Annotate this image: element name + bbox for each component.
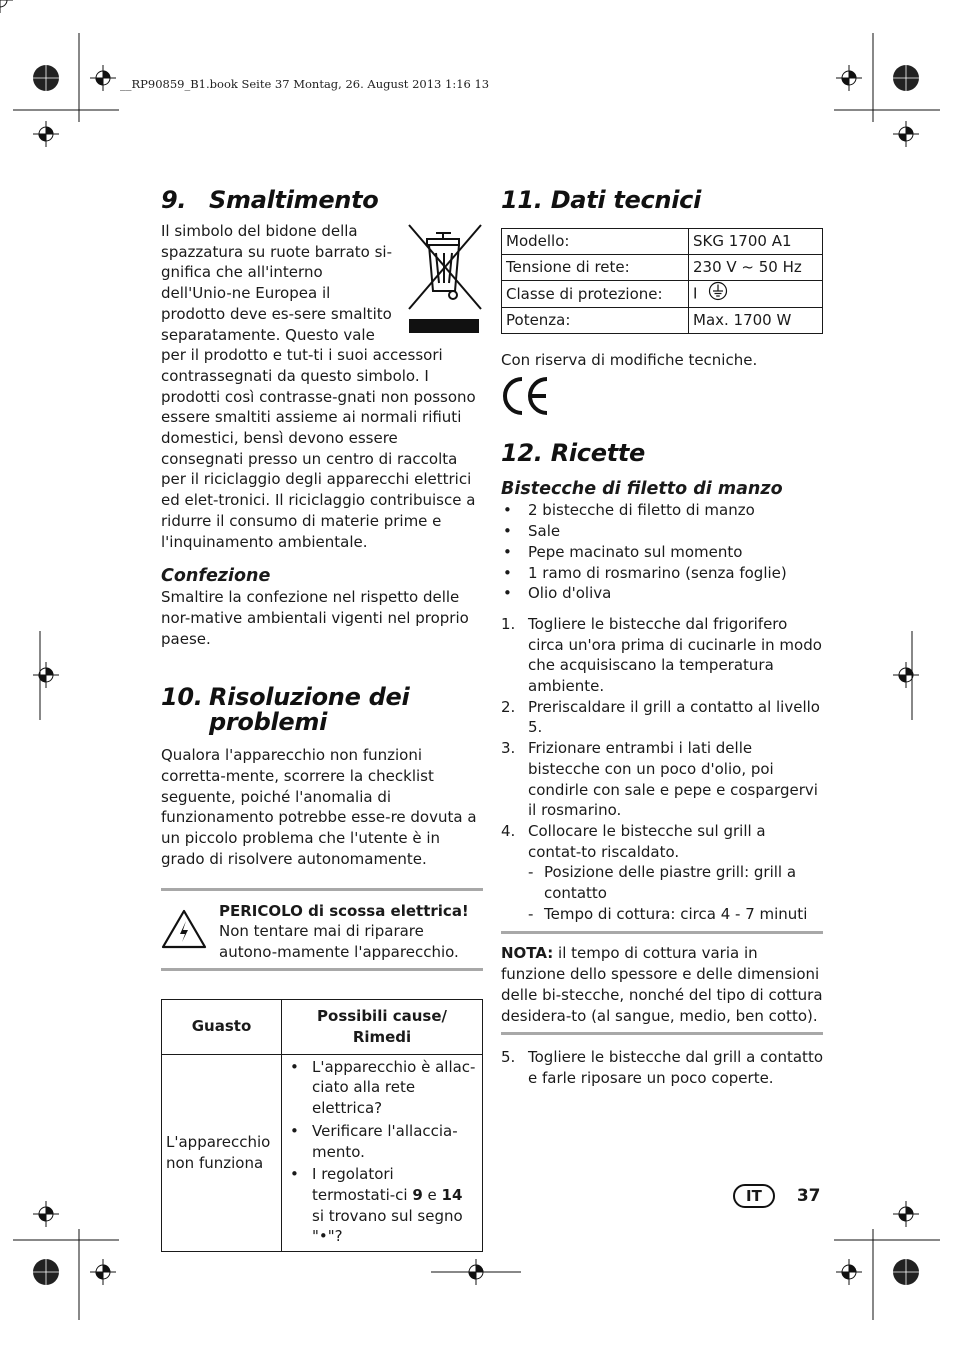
note-box	[501, 931, 823, 1035]
page-footer	[733, 1184, 821, 1208]
section-title-line2: problemi	[209, 708, 328, 737]
header-causes: Possibili cause/ Rimedi	[282, 999, 483, 1054]
warning-title: PERICOLO di scossa elettrica!	[219, 901, 469, 920]
section-heading-recipes	[501, 441, 823, 466]
header-fault: Guasto	[162, 999, 282, 1054]
list-item: • Pepe macinato sul momento	[501, 542, 823, 563]
troubleshooting-intro: Qualora l'apparecchio non funzioni corretta-mente, scorrere la checklist seguente, poiché l'anomalia di funzionamento potrebbe esse-re dovuta a un piccolo problema che l'utente è in grado di risolvere autonomamente.	[161, 746, 477, 868]
list-item	[501, 1047, 823, 1088]
table-row	[502, 307, 823, 333]
table-row	[162, 1054, 483, 1251]
tech-value: Max. 1700 W	[689, 307, 823, 333]
table-row	[502, 281, 823, 308]
list-item: • Sale	[501, 521, 823, 542]
note-text: il tempo di cottura varia in funzione dello spessore e delle dimensioni delle bi-stecche, nonché del tipo di cottura desidera-to (al sangue, medio, ben cotto).	[501, 944, 823, 1025]
causes-list	[286, 1057, 478, 1247]
tech-disclaimer: Con riserva di modifiche tecniche.	[501, 350, 758, 369]
protective-earth-icon	[708, 281, 728, 307]
fault-cell: L'apparecchio non funziona	[162, 1054, 282, 1251]
section-title: Smaltimento	[209, 186, 379, 214]
substeps-list	[528, 862, 823, 924]
cause-text: I regolatori termostati-ci	[312, 1165, 413, 1204]
tech-table	[501, 228, 823, 334]
ingredients-list	[501, 500, 823, 604]
disposal-text: Il simbolo del bidone della spazzatura su ruote barrato si-gnifica che all'interno dell'Unio-ne Europea il prodotto deve es-sere smaltito separatamente. Questo vale per il prodotto e tut-ti i suoi accessori contrassegnati da questo simbolo. I prodotti così contrasse-gnati non possono essere smaltiti assieme ai normali rifiuti domestici, bensì devono essere consegnati presso un centro di raccolta per il riciclaggio degli apparecchi elettrici ed elet-tronici. Il riciclaggio contribuisce a ridurre il consumo di materie prime e l'inquinamento ambientale.	[161, 222, 476, 551]
packaging-text: Smaltire la confezione nel rispetto delle nor-mative ambientali vigenti nel proprio paese.	[161, 588, 469, 648]
causes-cell	[282, 1054, 483, 1251]
recipe-subtitle: Bistecche di filetto di manzo	[501, 479, 783, 500]
electric-shock-warning-icon	[161, 901, 219, 963]
list-item: • 2 bistecche di filetto di manzo	[501, 500, 823, 521]
warning-text: Non tentare mai di riparare autono-mamente l'apparecchio.	[219, 922, 459, 961]
bin-underline-bar	[409, 319, 479, 333]
crossed-out-wheelie-bin-icon	[403, 223, 485, 341]
list-item	[501, 697, 823, 738]
section-heading-troubleshooting	[161, 685, 483, 735]
step-number: 1.	[501, 614, 516, 633]
tech-label: Potenza:	[502, 307, 689, 333]
tech-value: I	[693, 284, 698, 303]
step-text: Preriscaldare il grill a contatto al livello 5.	[528, 697, 820, 737]
print-header-note: __RP90859_B1.book Seite 37 Montag, 26. August 2013 1:16 13	[120, 77, 490, 91]
tech-label: Tensione di rete:	[502, 255, 689, 281]
section-number: 11.	[501, 186, 543, 214]
list-item	[501, 821, 823, 925]
troubleshooting-table	[161, 999, 483, 1252]
cause-item: • Verificare l'allaccia-mento.	[286, 1121, 478, 1162]
right-column	[501, 182, 823, 1089]
list-item: - Posizione delle piastre grill: grill a contatto	[528, 862, 823, 903]
cause-item	[286, 1164, 478, 1247]
step-number: 2.	[501, 697, 516, 716]
left-column	[161, 182, 483, 1252]
tech-label: Classe di protezione:	[502, 281, 689, 308]
list-item: • 1 ramo di rosmarino (senza foglie)	[501, 563, 823, 584]
section-title-line1: Risoluzione dei	[209, 683, 410, 712]
cause-item: • L'apparecchio è allac-ciato alla rete elettrica?	[286, 1057, 478, 1119]
step-text: Togliere le bistecche dal grill a contatto e farle riposare un poco coperte.	[528, 1048, 823, 1087]
cause-text: si trovano sul segno "•"?	[312, 1206, 463, 1246]
step-text: Togliere le bistecche dal frigorifero circa un'ora prima di cucinarle in modo che acquisiscano la temperatura ambiente.	[528, 614, 822, 696]
step-number: 3.	[501, 739, 516, 758]
cause-text: e	[422, 1185, 442, 1204]
section-number: 10.	[161, 683, 203, 712]
warning-content	[219, 901, 483, 963]
recipe-steps	[501, 614, 823, 925]
tech-value-cell	[689, 281, 823, 308]
tech-value: 230 V ~ 50 Hz	[689, 255, 823, 281]
tech-value: SKG 1700 A1	[689, 229, 823, 255]
note-label: NOTA:	[501, 944, 554, 963]
step-text: Collocare le bistecche sul grill a contat-to riscaldato.	[528, 821, 766, 861]
tech-label: Modello:	[502, 229, 689, 255]
warning-box	[161, 888, 483, 971]
list-item	[501, 614, 823, 697]
table-row	[502, 229, 823, 255]
disposal-block	[161, 221, 483, 552]
language-badge: IT	[733, 1184, 775, 1208]
section-number: 12.	[501, 439, 543, 468]
section-heading-smaltimento	[161, 188, 483, 213]
section-number: 9.	[161, 186, 187, 214]
recipe-steps-final	[501, 1047, 823, 1088]
step-text: Frizionare entrambi i lati delle bistecche con un poco d'olio, poi condirle con sale e pepe e cospargervi il rosmarino.	[528, 739, 818, 820]
list-item	[501, 738, 823, 821]
section-heading-tech	[501, 188, 823, 213]
page-number: 37	[796, 1186, 821, 1206]
section-title: Ricette	[550, 439, 646, 468]
step-number: 5.	[501, 1048, 516, 1067]
section-title: Dati tecnici	[550, 186, 702, 214]
list-item: - Tempo di cottura: circa 4 - 7 minuti	[528, 904, 823, 925]
ref-number: 14	[441, 1185, 463, 1204]
ce-mark	[501, 375, 823, 419]
ref-number: 9	[412, 1185, 423, 1204]
packaging-heading: Confezione	[161, 566, 271, 587]
list-item: • Olio d'oliva	[501, 583, 823, 604]
table-header-row	[162, 999, 483, 1054]
table-row	[502, 255, 823, 281]
step-number: 4.	[501, 821, 516, 840]
